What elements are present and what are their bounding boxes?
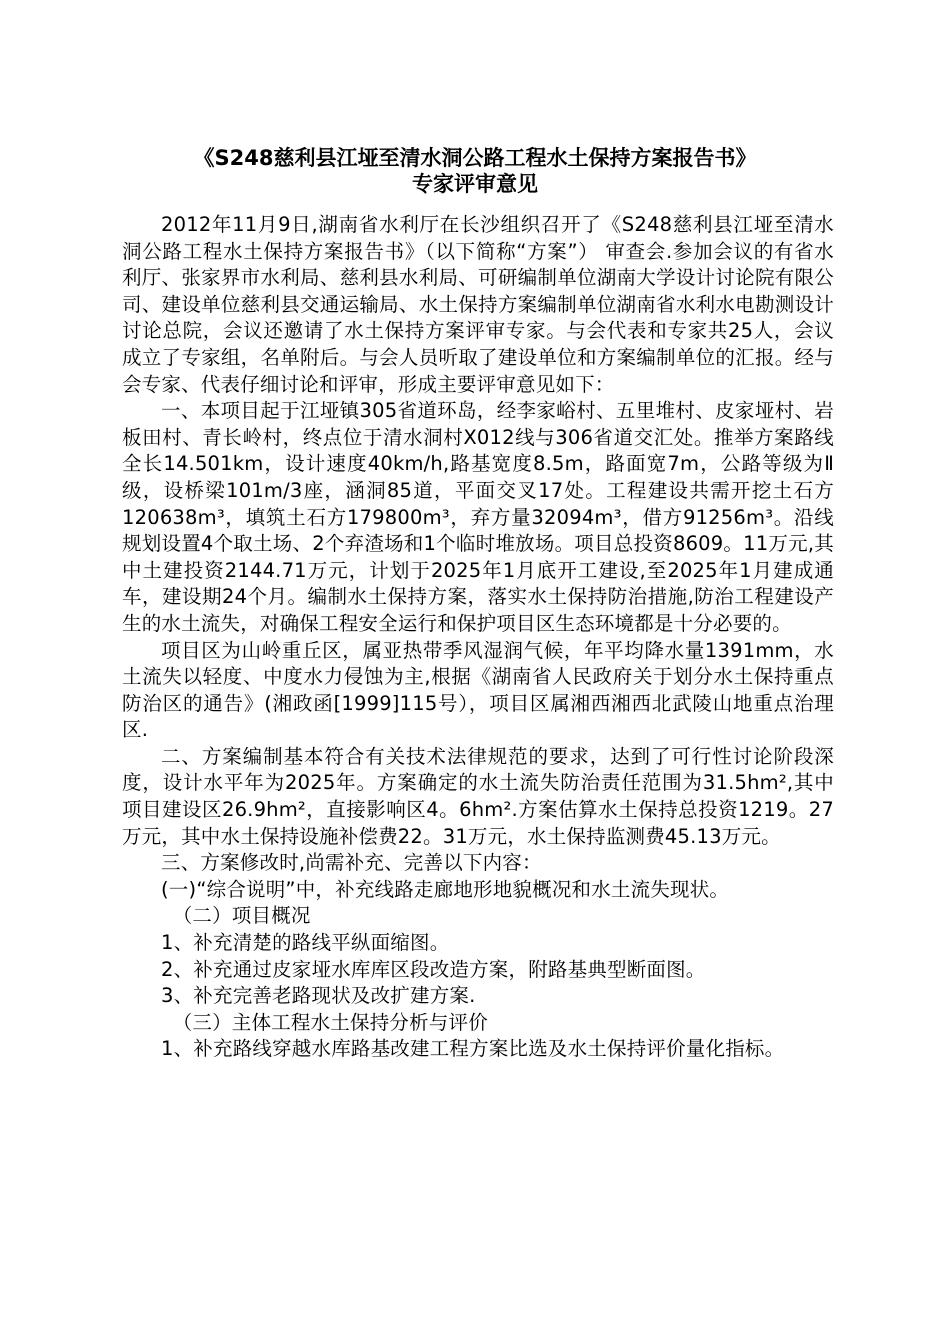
document-subtitle: 专家评审意见 [412,172,538,196]
paragraph-item-3-1: 1、补充路线穿越水库路基改建工程方案比选及水土保持评价量化指标。 [161,1037,785,1061]
paragraph-item-2-3: 3、补充完善老路现状及改扩建方案. [161,984,476,1008]
paragraph-project-area: 项目区为山岭重丘区，属亚热带季风湿润气候，年平均降水量1391mm，水土流失以轻度、中度水力侵蚀为主,根据《湖南省人民政府关于划分水土保持重点防治区的通告》(湘政函[1999]115号），项目区属湘西湘西北武陵山地重点治理区. [122,638,834,742]
paragraph-opinion-2: 二、方案编制基本符合有关技术法律规范的要求，达到了可行性讨论阶段深度，设计水平年为2025年。方案确定的水土流失防治责任范围为31.5hm²,其中项目建设区26.9hm²，直接影响区4。6hm².方案估算水土保持总投资1219。27万元，其中水土保持设施补偿费22。31万元，水土保持监测费45.13万元。 [122,744,834,848]
paragraph-intro: 2012年11月9日,湖南省水利厅在长沙组织召开了《S248慈利县江垭至清水洞公路工程水土保持方案报告书》（以下简称“方案”） 审查会.参加会议的有省水利厅、张家界市水利局、慈利县水利局、可研编制单位湖南大学设计讨论院有限公司、建设单位慈利县交通运输局、水土保持方案编制单位湖南省水利水电勘测设计讨论总院，会议还邀请了水土保持方案评审专家。与会代表和专家共25人，会议成立了专家组，名单附后。与会人员听取了建设单位和方案编制单位的汇报。经与会专家、代表仔细讨论和评审，形成主要评审意见如下： [122,213,834,396]
paragraph-item-2-2: 2、补充通过皮家垭水库库区段改造方案，附路基典型断面图。 [161,957,706,981]
paragraph-item-1: (一)“综合说明”中，补充线路走廊地形地貌概况和水土流失现状。 [161,877,730,901]
paragraph-opinion-1: 一、本项目起于江垭镇305省道环岛，经李家峪村、五里堆村、皮家垭村、岩板田村、青长岭村，终点位于清水洞村X012线与306省道交汇处。推举方案路线全长14.501km，设计速度40km/h,路基宽度8.5m，路面宽7m，公路等级为Ⅱ级，设桥梁101m/3座，涵洞85道，平面交叉17处。工程建设共需开挖土石方120638m³，填筑土石方179800m³，弃方量32094m³，借方91256m³。沿线规划设置4个取土场、2个弃渣场和1个临时堆放场。项目总投资8609。11万元,其中土建投资2144.71万元，计划于2025年1月底开工建设,至2025年1月建成通车，建设期24个月。编制水土保持方案，落实水土保持防治措施,防治工程建设产生的水土流失，对确保工程安全运行和保护项目区生态环境都是十分必要的。 [122,399,834,635]
paragraph-item-3-heading: （三）主体工程水土保持分析与评价 [172,1010,488,1034]
document-title: 《S248慈利县江垭至清水洞公路工程水土保持方案报告书》 [193,146,757,170]
title-block [100,145,850,197]
paragraph-item-2-heading: （二）项目概况 [172,904,311,928]
paragraph-item-2-1: 1、补充清楚的路线平纵面缩图。 [161,931,450,955]
paragraph-opinion-3: 三、方案修改时,尚需补充、完善以下内容： [161,851,542,875]
document-body [122,212,834,1063]
